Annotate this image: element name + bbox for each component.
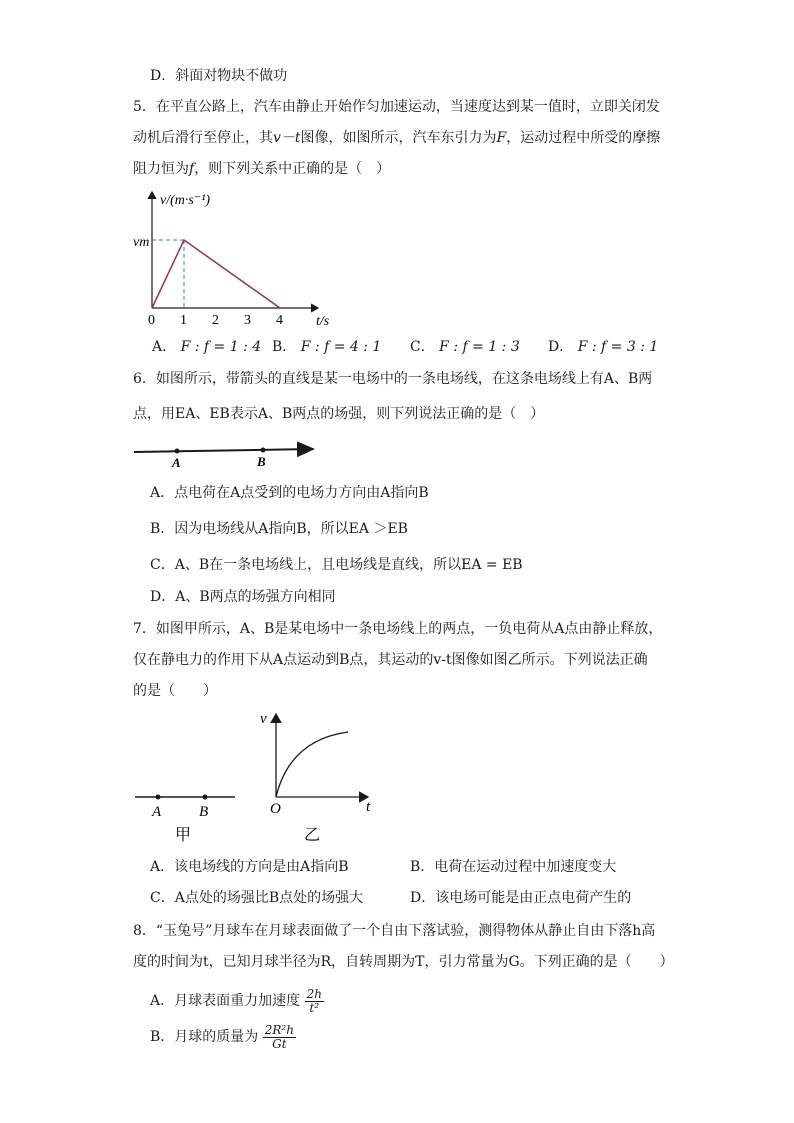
x-axis-label: t/s xyxy=(316,314,330,328)
q5-option-c[interactable]: C． F : f = 1 : 3 xyxy=(410,339,520,355)
point-b-label: B xyxy=(257,454,266,469)
q5-option-d[interactable]: D． F : f = 3 : 1 xyxy=(548,339,659,355)
y-axis-label: v/(m·s⁻¹) xyxy=(160,193,211,208)
x-tick-label-1: 1 xyxy=(180,313,187,328)
peak-label: vm xyxy=(133,235,150,250)
q5-line-3: 阻力恒为f，则下列关系中正确的是（ ） xyxy=(133,161,391,177)
q7-option-b[interactable]: B．电荷在运动过程中加速度变大 xyxy=(410,859,617,875)
q7-line-1: 7．如图甲所示，A、B是某电场中一条电场线上的两点，一负电荷从A点由静止释放， xyxy=(133,621,663,637)
q6-option-d[interactable]: D．A、B两点的场强方向相同 xyxy=(150,589,336,605)
x-tick-label-3: 3 xyxy=(244,313,251,328)
q5-option-a[interactable]: A． F : f = 1 : 4 xyxy=(152,339,262,355)
point-a xyxy=(175,449,180,454)
q8-line-2: 度的时间为t，已知月球半径为R，自转周期为T，引力常量为G。下列正确的是（ ） xyxy=(133,954,674,970)
q6-option-c[interactable]: C．A、B在一条电场线上，且电场线是直线，所以EA = EB xyxy=(150,557,523,573)
yi-v-label: v xyxy=(260,711,267,727)
q6-option-b[interactable]: B．因为电场线从A指向B，所以EA ＞EB xyxy=(150,521,408,537)
x-tick-label-4: 4 xyxy=(276,313,283,328)
q7-line-2: 仅在静电力的作用下从A点运动到B点，其运动的v-t图像如图乙所示。下列说法正确 xyxy=(133,652,648,668)
q6-option-a[interactable]: A．点电荷在A点受到的电场力方向由A指向B xyxy=(150,485,429,501)
point-b xyxy=(261,448,266,453)
q5-line-1: 5．在平直公路上，汽车由静止开始作匀加速运动，当速度达到某一值时，立即关闭发 xyxy=(133,99,660,115)
yi-t-label: t xyxy=(366,799,371,815)
field-line xyxy=(134,449,313,452)
vt-series-line xyxy=(152,240,280,308)
point-b-jia-label: B xyxy=(199,804,209,820)
x-tick-label-0: 0 xyxy=(148,313,155,328)
q6-line-1: 6．如图所示，带箭头的直线是某一电场中的一条电场线，在这条电场线上有A、B两 xyxy=(133,371,653,387)
q7-option-d[interactable]: D．该电场可能是由正点电荷产生的 xyxy=(410,890,632,906)
q7-option-a[interactable]: A．该电场线的方向是由A指向B xyxy=(150,859,349,875)
point-a-jia-label: A xyxy=(152,804,162,820)
x-tick-label-2: 2 xyxy=(212,313,219,328)
q5-line-2: 动机后滑行至停止，其v－t图像，如图所示，汽车东引力为F，运动过程中所受的摩擦 xyxy=(133,130,661,146)
q7-line-3: 的是（ ） xyxy=(133,683,217,699)
q8-option-b[interactable]: B．月球的质量为 $\frac{\text{2R²h}}{Gt}$ xyxy=(150,1022,294,1051)
q8-option-a-fraction: $\frac{2h}{\text{t²}}$ xyxy=(306,986,322,1015)
yi-curve xyxy=(276,732,348,797)
q6-line-2: 点，用EA、EB表示A、B两点的场强，则下列说法正确的是（ ） xyxy=(133,406,545,422)
q8-line-1: 8．“玉兔号”月球车在月球表面做了一个自由下落试验，测得物体从静止自由下落h高 xyxy=(133,923,656,939)
vt-chart xyxy=(130,188,350,328)
q8-option-a[interactable]: A．月球表面重力加速度 $\frac{2h}{\text{t²}}$ xyxy=(150,986,322,1015)
yi-origin-label: O xyxy=(270,801,281,817)
q4-option-d: D．斜面对物块不做功 xyxy=(150,68,288,84)
field-line-figure xyxy=(130,438,330,472)
caption-yi: 乙 xyxy=(304,827,321,844)
point-a-label: A xyxy=(172,455,181,470)
q8-option-b-fraction: $\frac{\text{2R²h}}{Gt}$ xyxy=(264,1022,294,1051)
point-a-jia xyxy=(156,795,161,800)
point-b-jia xyxy=(203,795,208,800)
caption-jia: 甲 xyxy=(175,827,192,844)
q5-option-b[interactable]: B． F : f = 4 : 1 xyxy=(272,339,382,355)
q7-option-c[interactable]: C．A点处的场强比B点处的场强大 xyxy=(150,890,364,906)
figure-jia xyxy=(133,785,243,845)
figure-yi xyxy=(258,708,382,846)
